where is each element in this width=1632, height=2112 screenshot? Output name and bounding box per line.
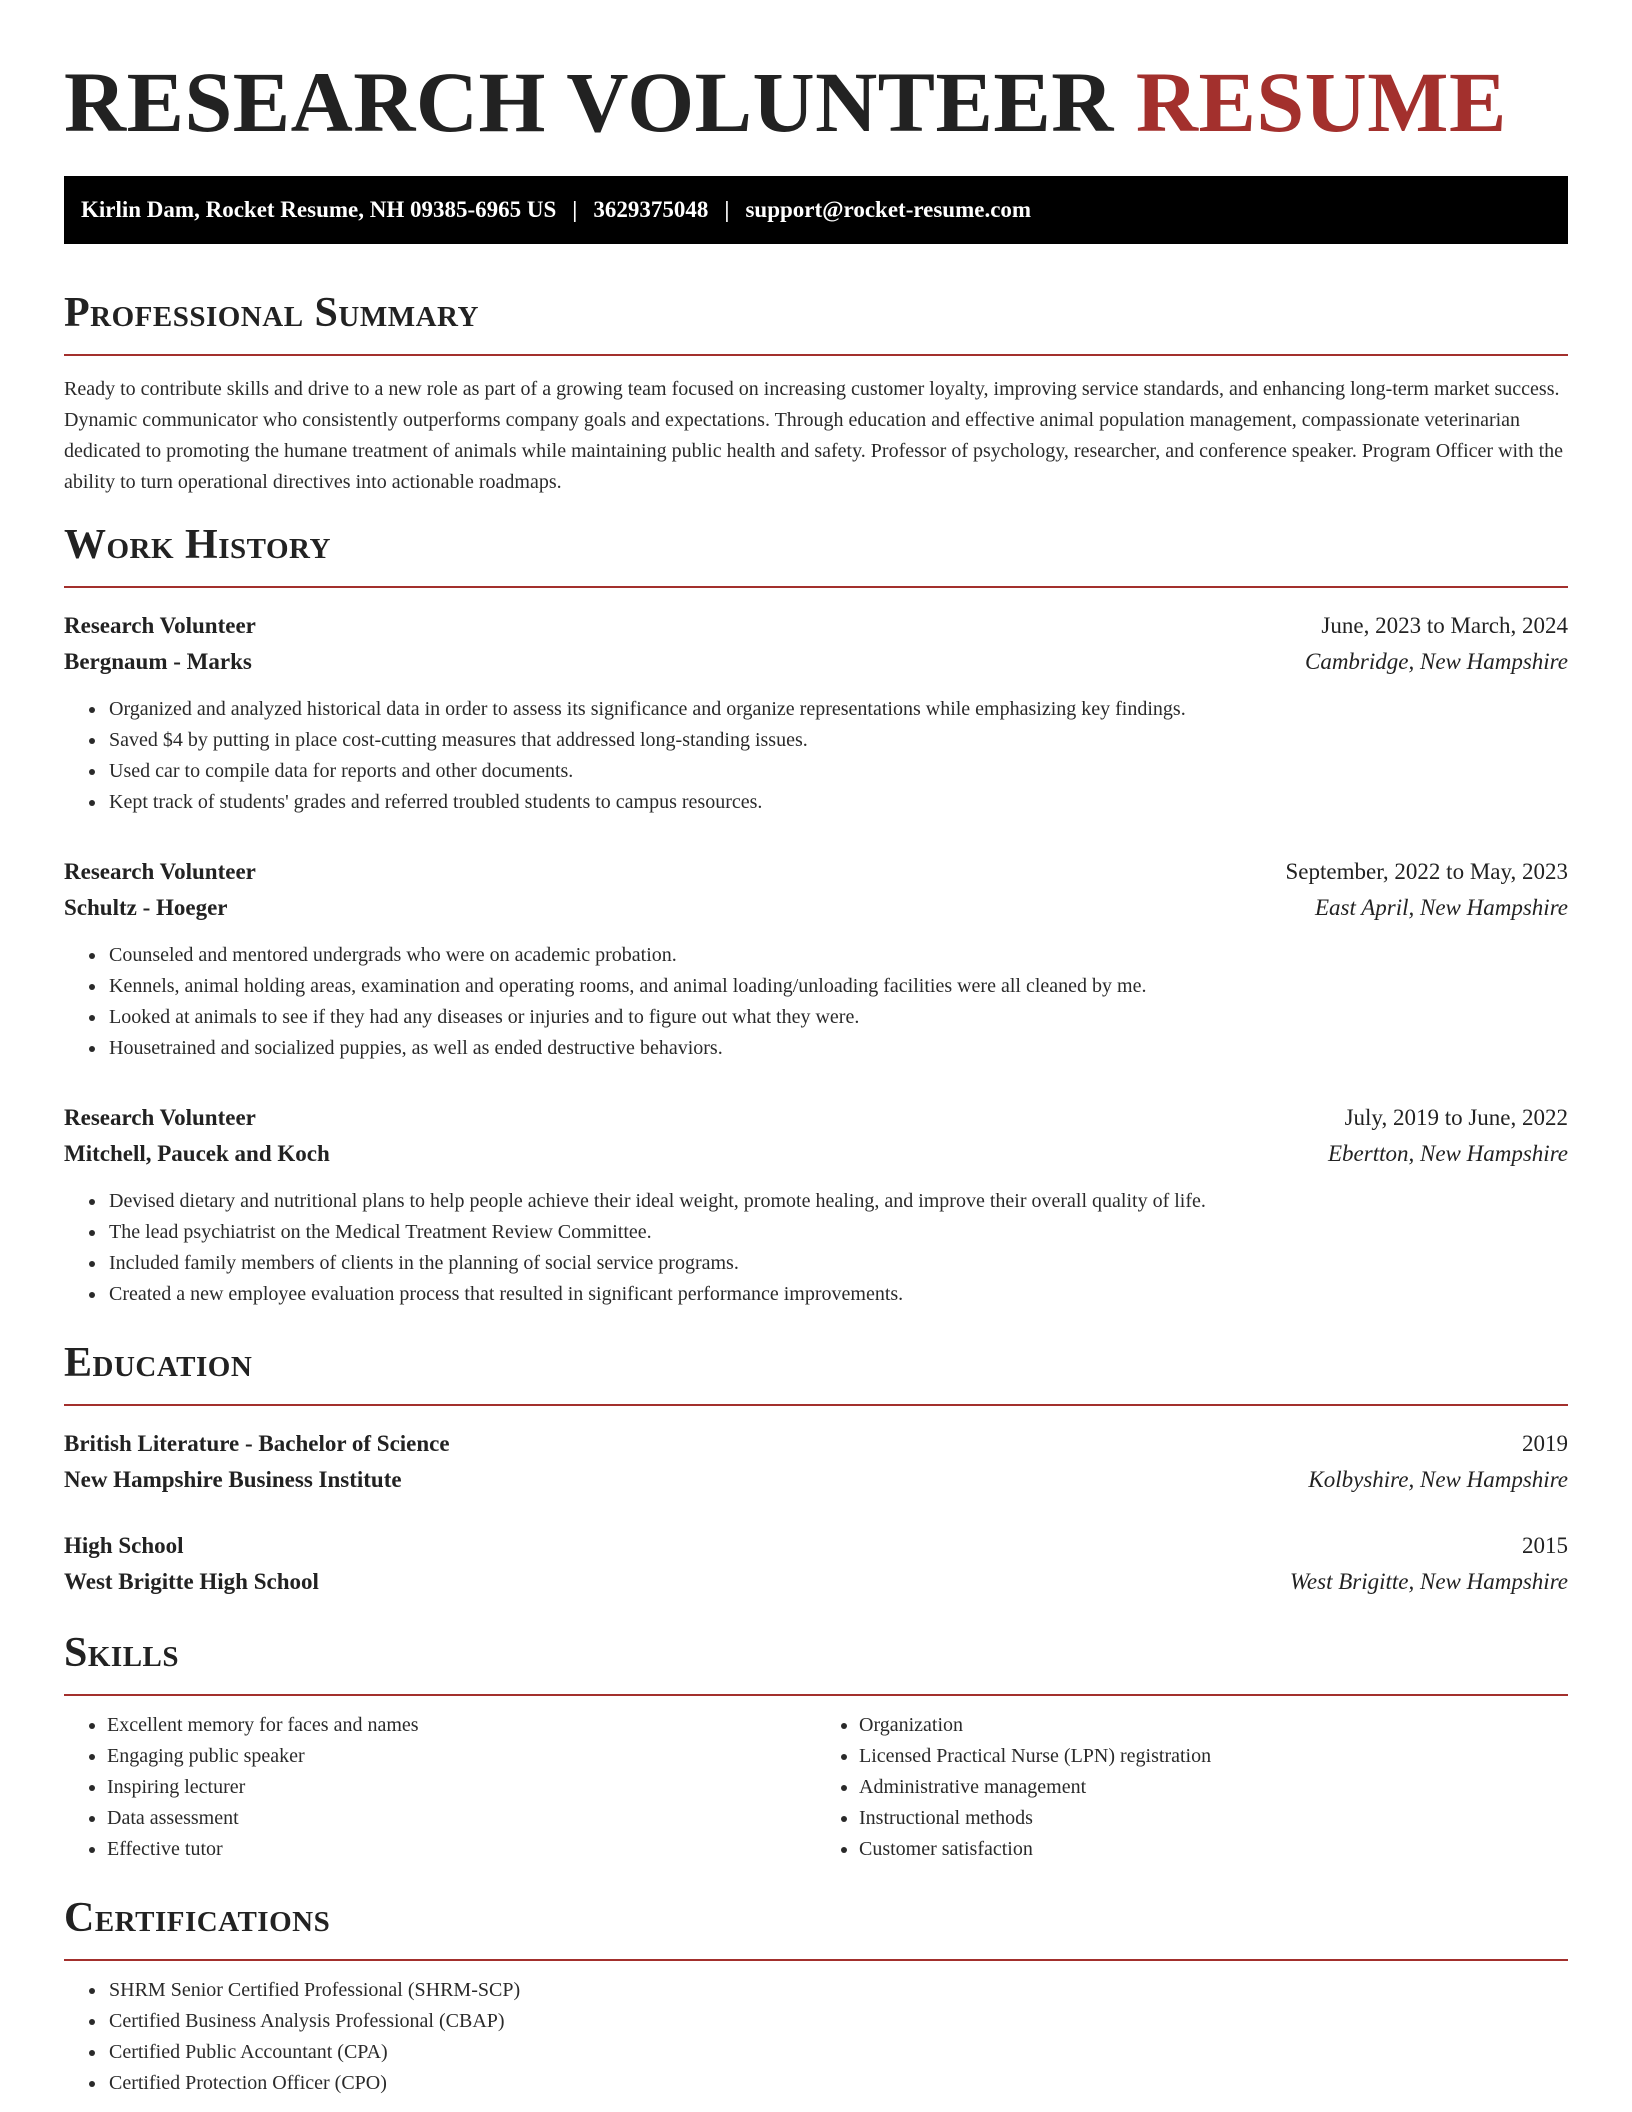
education-entry	[64, 1528, 1568, 1600]
job-title: Research Volunteer	[64, 859, 256, 884]
list-item: • Devised dietary and nutritional plans to help people achieve their ideal weight, promote healing, and improve their overall quality of life.	[107, 1186, 1568, 1217]
list-item: • Organization	[859, 1710, 1568, 1741]
section-divider	[64, 1959, 1568, 1961]
list-item: • Effective tutor	[107, 1834, 816, 1865]
certifications-list	[64, 1975, 1568, 2099]
education-year: 2019	[1522, 1431, 1568, 1456]
section-heading: Work History	[64, 522, 331, 568]
job-title-row	[64, 854, 1568, 890]
job-title-row	[64, 1100, 1568, 1136]
skills-list-right	[816, 1710, 1568, 1865]
contact-separator: |	[724, 197, 730, 222]
job-company-row	[64, 890, 1568, 926]
list-item: • Organized and analyzed historical data in order to assess its significance and organize representations while emphasizing key findings.	[107, 694, 1568, 725]
job-bullets	[64, 1186, 1568, 1310]
section-divider	[64, 586, 1568, 588]
skills-list-left	[64, 1710, 816, 1865]
education-year: 2015	[1522, 1533, 1568, 1558]
job-company: Bergnaum - Marks	[64, 649, 252, 674]
education-school-row	[64, 1564, 1568, 1600]
list-item: • Certified Protection Officer (CPO)	[107, 2068, 1568, 2099]
list-item: • Used car to compile data for reports and other documents.	[107, 756, 1568, 787]
work-history-section	[64, 520, 1568, 1310]
list-item: • Engaging public speaker	[107, 1741, 816, 1772]
education-section	[64, 1338, 1568, 1600]
contact-phone: 3629375048	[593, 197, 709, 222]
section-divider	[64, 354, 1568, 356]
list-item: • Kept track of students' grades and referred troubled students to campus resources.	[107, 787, 1568, 818]
title-accent: RESUME	[1135, 54, 1507, 150]
job-location: East April, New Hampshire	[1314, 895, 1568, 920]
education-degree-row	[64, 1426, 1568, 1462]
list-item: • Saved $4 by putting in place cost-cutting measures that addressed long-standing issues.	[107, 725, 1568, 756]
section-heading: Professional Summary	[64, 290, 479, 336]
job-title: Research Volunteer	[64, 613, 256, 638]
skills-grid	[64, 1710, 1568, 1865]
job-company-row	[64, 1136, 1568, 1172]
education-degree: British Literature - Bachelor of Science	[64, 1431, 450, 1456]
list-item: • Counseled and mentored undergrads who were on academic probation.	[107, 940, 1568, 971]
education-degree: High School	[64, 1533, 184, 1558]
contact-email: support@rocket-resume.com	[745, 197, 1032, 222]
resume-title	[64, 0, 1568, 148]
contact-bar	[64, 176, 1568, 244]
job-company-row	[64, 644, 1568, 680]
job-entry	[64, 1100, 1568, 1310]
job-bullets	[64, 694, 1568, 818]
section-heading: Education	[64, 1340, 253, 1386]
summary-text: Ready to contribute skills and drive to a new role as part of a growing team focused on increasing customer loyalty, improving service standards, and enhancing long-term market success. Dynamic communicator who consistently outperforms company goals and expectations. Through education and effective animal population management, compassionate veterinarian dedicated to promoting the humane treatment of animals while maintaining public health and safety. Professor of psychology, researcher, and conference speaker. Program Officer with the ability to turn operational directives into actionable roadmaps.	[64, 378, 1564, 493]
job-company: Mitchell, Paucek and Koch	[64, 1141, 330, 1166]
summary-section	[64, 288, 1568, 498]
job-title: Research Volunteer	[64, 1105, 256, 1130]
section-divider	[64, 1694, 1568, 1696]
list-item: • Data assessment	[107, 1803, 816, 1834]
education-school: New Hampshire Business Institute	[64, 1467, 402, 1492]
list-item: • Kennels, animal holding areas, examination and operating rooms, and animal loading/unloading facilities were all cleaned by me.	[107, 971, 1568, 1002]
job-location: Cambridge, New Hampshire	[1304, 649, 1568, 674]
job-entry	[64, 854, 1568, 1064]
list-item: • Administrative management	[859, 1772, 1568, 1803]
education-location: West Brigitte, New Hampshire	[1289, 1569, 1568, 1594]
job-title-row	[64, 608, 1568, 644]
education-school: West Brigitte High School	[64, 1569, 319, 1594]
list-item: • The lead psychiatrist on the Medical Treatment Review Committee.	[107, 1217, 1568, 1248]
list-item: • Inspiring lecturer	[107, 1772, 816, 1803]
contact-separator: |	[572, 197, 578, 222]
section-heading: Skills	[64, 1630, 180, 1676]
education-entry	[64, 1426, 1568, 1498]
section-heading: Certifications	[64, 1895, 331, 1941]
education-degree-row	[64, 1528, 1568, 1564]
list-item: • Certified Public Accountant (CPA)	[107, 2037, 1568, 2068]
job-entry	[64, 608, 1568, 818]
list-item: • Housetrained and socialized puppies, as well as ended destructive behaviors.	[107, 1033, 1568, 1064]
education-location: Kolbyshire, New Hampshire	[1308, 1467, 1568, 1492]
job-dates: July, 2019 to June, 2022	[1344, 1105, 1568, 1130]
education-school-row	[64, 1462, 1568, 1498]
list-item: • Created a new employee evaluation process that resulted in significant performance improvements.	[107, 1279, 1568, 1310]
list-item: • Excellent memory for faces and names	[107, 1710, 816, 1741]
list-item: • SHRM Senior Certified Professional (SHRM-SCP)	[107, 1975, 1568, 2006]
contact-address: Kirlin Dam, Rocket Resume, NH 09385-6965 US	[81, 197, 557, 222]
list-item: • Licensed Practical Nurse (LPN) registration	[859, 1741, 1568, 1772]
list-item: • Included family members of clients in the planning of social service programs.	[107, 1248, 1568, 1279]
list-item: • Looked at animals to see if they had any diseases or injuries and to figure out what they were.	[107, 1002, 1568, 1033]
list-item: • Instructional methods	[859, 1803, 1568, 1834]
job-company: Schultz - Hoeger	[64, 895, 228, 920]
job-bullets	[64, 940, 1568, 1064]
list-item: • Customer satisfaction	[859, 1834, 1568, 1865]
job-dates: June, 2023 to March, 2024	[1321, 613, 1568, 638]
job-location: Ebertton, New Hampshire	[1328, 1141, 1568, 1166]
skills-section	[64, 1628, 1568, 1865]
job-dates: September, 2022 to May, 2023	[1285, 859, 1568, 884]
section-divider	[64, 1404, 1568, 1406]
title-main: RESEARCH VOLUNTEER	[64, 54, 1114, 150]
list-item: • Certified Business Analysis Professional (CBAP)	[107, 2006, 1568, 2037]
certifications-section	[64, 1893, 1568, 2099]
